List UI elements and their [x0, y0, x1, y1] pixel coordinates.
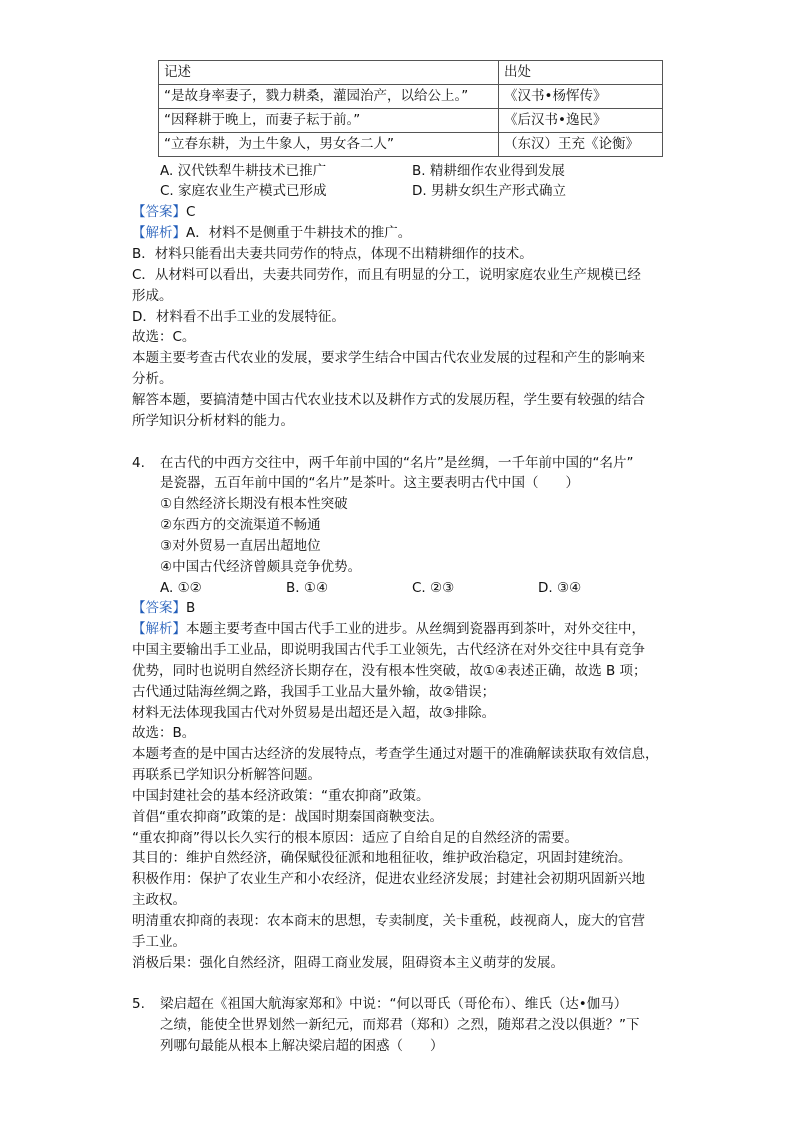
table-cell: “是故身率妻子，戮力耕桑，灌园治产，以给公上。” — [159, 85, 499, 109]
analysis-line: B．材料只能看出夫妻共同劳作的特点，体现不出精耕细作的技术。 — [132, 246, 533, 262]
analysis-line: 优势，同时也说明自然经济长期存在，没有根本性突破，故①④表述正确，故选 B 项； — [132, 663, 647, 679]
analysis-tag: 【解析】 — [132, 621, 186, 637]
analysis-line: 本题考查的是中国古达经济的发展特点，考查学生通过对题干的准确解读获取有效信息， — [132, 746, 659, 762]
table-cell: （东汉）王充《论衡》 — [499, 133, 663, 157]
analysis-line: 中国主要输出手工业品，即说明我国古代手工业领先，古代经济在对外交往中具有竞争 — [132, 642, 645, 658]
analysis-line: 本题主要考查古代农业的发展，要求学生结合中国古代农业发展的过程和产生的影响来 — [132, 350, 645, 366]
table-cell: 《后汉书•逸民》 — [499, 109, 663, 133]
question-item: ③对外贸易一直居出超地位 — [160, 538, 321, 554]
source-table — [158, 60, 663, 157]
analysis-line: 故选：B。 — [132, 725, 196, 741]
analysis-tag: 【解析】 — [132, 225, 186, 241]
question-stem: 之绩，能使全世界划然一新纪元，而郑君（郑和）之烈，随郑君之没以俱逝？”下 — [160, 1017, 640, 1033]
analysis-line: 主政权。 — [132, 892, 186, 908]
question-item: ④中国古代经济曾颇具竞争优势。 — [160, 559, 362, 575]
table-cell: “立春东耕，为土牛象人，男女各二人” — [159, 133, 499, 157]
question-stem: 梁启超在《祖国大航海家郑和》中说：“何以哥氏（哥伦布）、维氏（达•伽马） — [160, 996, 628, 1012]
analysis-line: 中国封建社会的基本经济政策：“重农抑商”政策。 — [132, 788, 430, 804]
analysis-line: 首倡“重农抑商”政策的是：战国时期秦国商鞅变法。 — [132, 809, 443, 825]
analysis-line: 再联系已学知识分析解答问题。 — [132, 767, 321, 783]
analysis-line — [132, 619, 645, 639]
analysis-line: C．从材料可以看出，夫妻共同劳作，而且有明显的分工，说明家庭农业生产规模已经 — [132, 267, 641, 283]
question-item: ②东西方的交流渠道不畅通 — [160, 517, 321, 533]
analysis-line: 手工业。 — [132, 934, 186, 950]
answer-line — [132, 598, 195, 618]
option-c: C. 家庭农业生产模式已形成 — [160, 183, 327, 199]
option-a: A. 汉代铁犁牛耕技术已推广 — [160, 163, 327, 179]
option-a: A. ①② — [160, 580, 202, 596]
analysis-text: 本题主要考查中国古代手工业的进步。从丝绸到瓷器再到茶叶，对外交往中， — [186, 621, 645, 637]
analysis-line: D．材料看不出手工业的发展特征。 — [132, 309, 345, 325]
table-header-cell: 出处 — [499, 61, 663, 85]
answer-line — [132, 202, 195, 222]
analysis-line: 古代通过陆海丝绸之路，我国手工业品大量外输，故②错误； — [132, 684, 496, 700]
question-number: 4. — [132, 455, 145, 471]
analysis-line: 消极后果：强化自然经济，阻碍工商业发展，阻碍资本主义萌芽的发展。 — [132, 955, 564, 971]
answer-value: B — [186, 600, 196, 616]
table-cell: “因释耕于晚上，而妻子耘于前。” — [159, 109, 499, 133]
analysis-line: 解答本题，要搞清楚中国古代农业技术以及耕作方式的发展历程，学生要有较强的结合 — [132, 392, 645, 408]
analysis-line: 积极作用：保护了农业生产和小农经济，促进农业经济发展；封建社会初期巩固新兴地 — [132, 871, 645, 887]
option-b: B. ①④ — [286, 580, 329, 596]
analysis-line: 故选：C。 — [132, 329, 196, 345]
table-row — [159, 109, 663, 133]
table-cell: 《汉书•杨恽传》 — [499, 85, 663, 109]
question-item: ①自然经济长期没有根本性突破 — [160, 496, 348, 512]
question-number: 5. — [132, 996, 145, 1012]
question-stem: 在古代的中西方交往中，两千年前中国的“名片”是丝绸，一千年前中国的“名片” — [160, 455, 634, 471]
table-row — [159, 133, 663, 157]
question-stem: 列哪句最能从根本上解决梁启超的困惑（ ） — [160, 1038, 444, 1054]
analysis-line: 形成。 — [132, 288, 173, 304]
option-d: D. ③④ — [538, 580, 582, 596]
question-stem: 是瓷器，五百年前中国的“名片”是茶叶。这主要表明古代中国（ ） — [160, 475, 579, 491]
answer-value: C — [186, 204, 196, 220]
answer-tag: 【答案】 — [132, 600, 186, 616]
option-b: B. 精耕细作农业得到发展 — [412, 163, 565, 179]
analysis-text: A．材料不是侧重于牛耕技术的推广。 — [186, 225, 412, 241]
analysis-line: 其目的：维护自然经济，确保赋役征派和地租征收，维护政治稳定，巩固封建统治。 — [132, 850, 632, 866]
table-header-cell: 记述 — [159, 61, 499, 85]
analysis-line: “重农抑商”得以长久实行的根本原因：适应了自给自足的自然经济的需要。 — [132, 830, 578, 846]
table-header-row — [159, 61, 663, 85]
analysis-line: 明清重农抑商的表现：农本商末的思想，专卖制度，关卡重税，歧视商人，庞大的官营 — [132, 913, 645, 929]
answer-tag: 【答案】 — [132, 204, 186, 220]
analysis-line: 分析。 — [132, 371, 173, 387]
analysis-line: 所学知识分析材料的能力。 — [132, 413, 294, 429]
analysis-line: 材料无法体现我国古代对外贸易是出超还是入超，故③排除。 — [132, 705, 496, 721]
table-row — [159, 85, 663, 109]
option-c: C. ②③ — [412, 580, 455, 596]
option-d: D. 男耕女织生产形式确立 — [412, 183, 566, 199]
analysis-line — [132, 223, 411, 243]
